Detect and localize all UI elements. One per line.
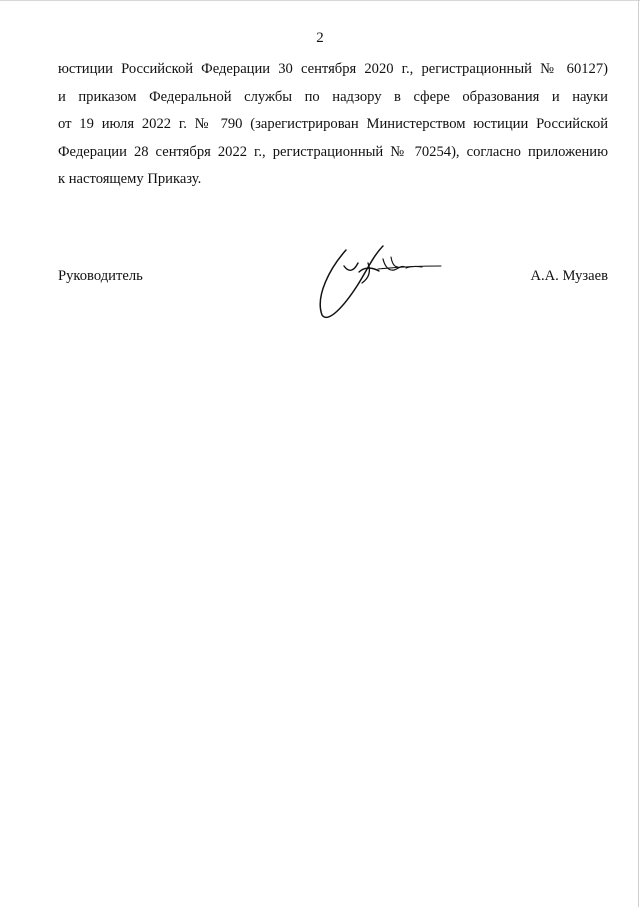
signature-title: Руководитель <box>58 268 143 284</box>
signature-block <box>58 266 608 290</box>
paragraph-line-2: и приказом Федеральной службы по надзору в сфере образования и науки <box>58 88 608 105</box>
paragraph-line-5: к настоящему Приказу. <box>58 171 202 188</box>
page-number: 2 <box>316 30 324 46</box>
page-right-edge <box>638 0 639 907</box>
paragraph-line-4: Федерации 28 сентября 2022 г., регистрационный № 70254), согласно приложению <box>58 143 608 160</box>
paragraph-line-1: юстиции Российской Федерации 30 сентября 2020 г., регистрационный № 60127) <box>58 61 608 77</box>
signer-name: А.А. Музаев <box>530 268 608 284</box>
page-top-edge <box>0 0 640 1</box>
paragraph-line-3: от 19 июля 2022 г. № 790 (зарегистрирован Министерством юстиции Российской <box>58 116 608 133</box>
paragraph-text <box>58 56 608 194</box>
